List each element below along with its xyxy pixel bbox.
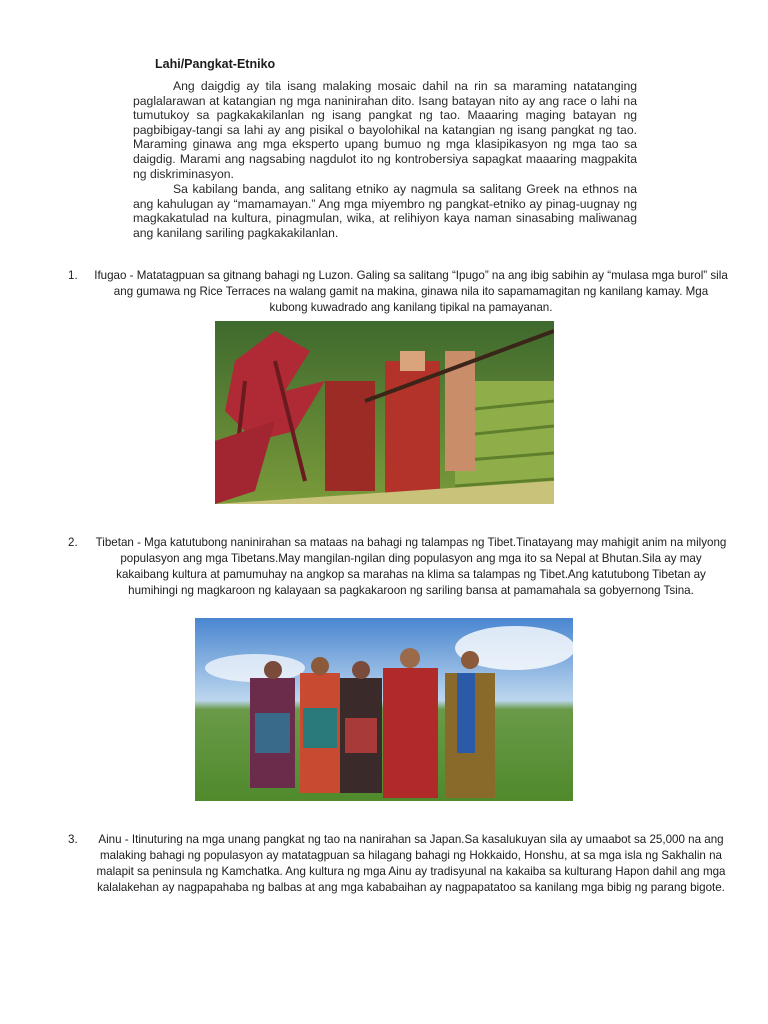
list-item-ainu xyxy=(68,832,728,896)
list-item-tibetan xyxy=(68,535,728,599)
item-text: Ifugao - Matatagpuan sa gitnang bahagi ng Luzon. Galing sa salitang “Ipugo” na ang ibig sabihin ay “mulasa mga burol” sila ang gumawa ng Rice Terraces na walang gamit na makina, ginawa nila ito sapamamagitan ng kanilang kamay. Mga kubong kuwadrado ang kanilang tipikal na pamayanan. xyxy=(94,269,728,314)
page-title: Lahi/Pangkat-Etniko xyxy=(155,57,276,71)
tibetan-photo xyxy=(195,618,573,801)
intro-paragraph-1 xyxy=(133,79,637,181)
intro-text-2: Sa kabilang banda, ang salitang etniko ay nagmula sa salitang Greek na ethnos na ang kahulugan ay “mamamayan.” Ang mga miyembro ng pangkat-etniko ay pinag-uugnay ng magkakatulad na kultura, pinagmulan, wika, at relihiyon kaya naman sinasabing maliwanag ang kanilang sariling pagkakakilanlan. xyxy=(133,182,637,240)
intro-text-1: Ang daigdig ay tila isang malaking mosaic dahil na rin sa maraming natatanging paglalarawan at katangian ng mga naninirahan dito. Isang batayan nito ay ang race o lahi na tumutukoy sa pagkakakilanlan ng isang pangkat ng tao. Maaaring maging batayan ng pagbibigay-tangi sa lahi ay ang pisikal o bayolohikal na katangian ng isang pangkat ng tao. Maraming ginawa ang mga eksperto upang bumuo ng mga klasipikasyon ng mga tao sa daigdig. Marami ang nagsabing nagdulot ito ng kontrobersiya sapagkat maaaring magpakita ng diskriminasyon. xyxy=(133,79,637,181)
ifugao-photo xyxy=(215,321,554,504)
list-item-ifugao xyxy=(68,268,728,316)
item-number: 2. xyxy=(68,536,78,549)
item-text: Ainu - Itinuturing na mga unang pangkat ng tao na nanirahan sa Japan.Sa kasalukuyan sila ay umaabot sa 25,000 na ang malaking bahagi ng populasyon ay matatagpuan sa hilagang bahagi ng Hokkaido, Honshu, at sa mga isla ng Sakhalin na malapit sa peninsula ng Kamchatka. Ang kultura ng mga Ainu ay tradisyunal na kakaiba sa kulturang Hapon dahil ang mga kalalakehan ay nagpapahaba ng balbas at ang mga kababaihan ay nagpapatatoo sa kanilang mga bibig ng parang bigote. xyxy=(96,833,726,894)
item-text: Tibetan - Mga katutubong naninirahan sa mataas na bahagi ng talampas ng Tibet.Tinatayang may mahigit anim na milyong populasyon ang mga Tibetans.May mangilan-ngilan ding populasyon ang mga ito sa Nepal at Bhutan.Sila ay may kakaibang kultura at pamumuhay na angkop sa marahas na klima sa talampas ng Tibet.Ang katutubong Tibetan ay humihingi ng magkaroon ng kalayaan sa pagkakaroon ng sariling bansa at pamamahala sa gobyernong Tsina. xyxy=(95,536,727,597)
intro-paragraph-2 xyxy=(133,182,637,240)
item-number: 1. xyxy=(68,269,78,282)
item-number: 3. xyxy=(68,833,78,846)
